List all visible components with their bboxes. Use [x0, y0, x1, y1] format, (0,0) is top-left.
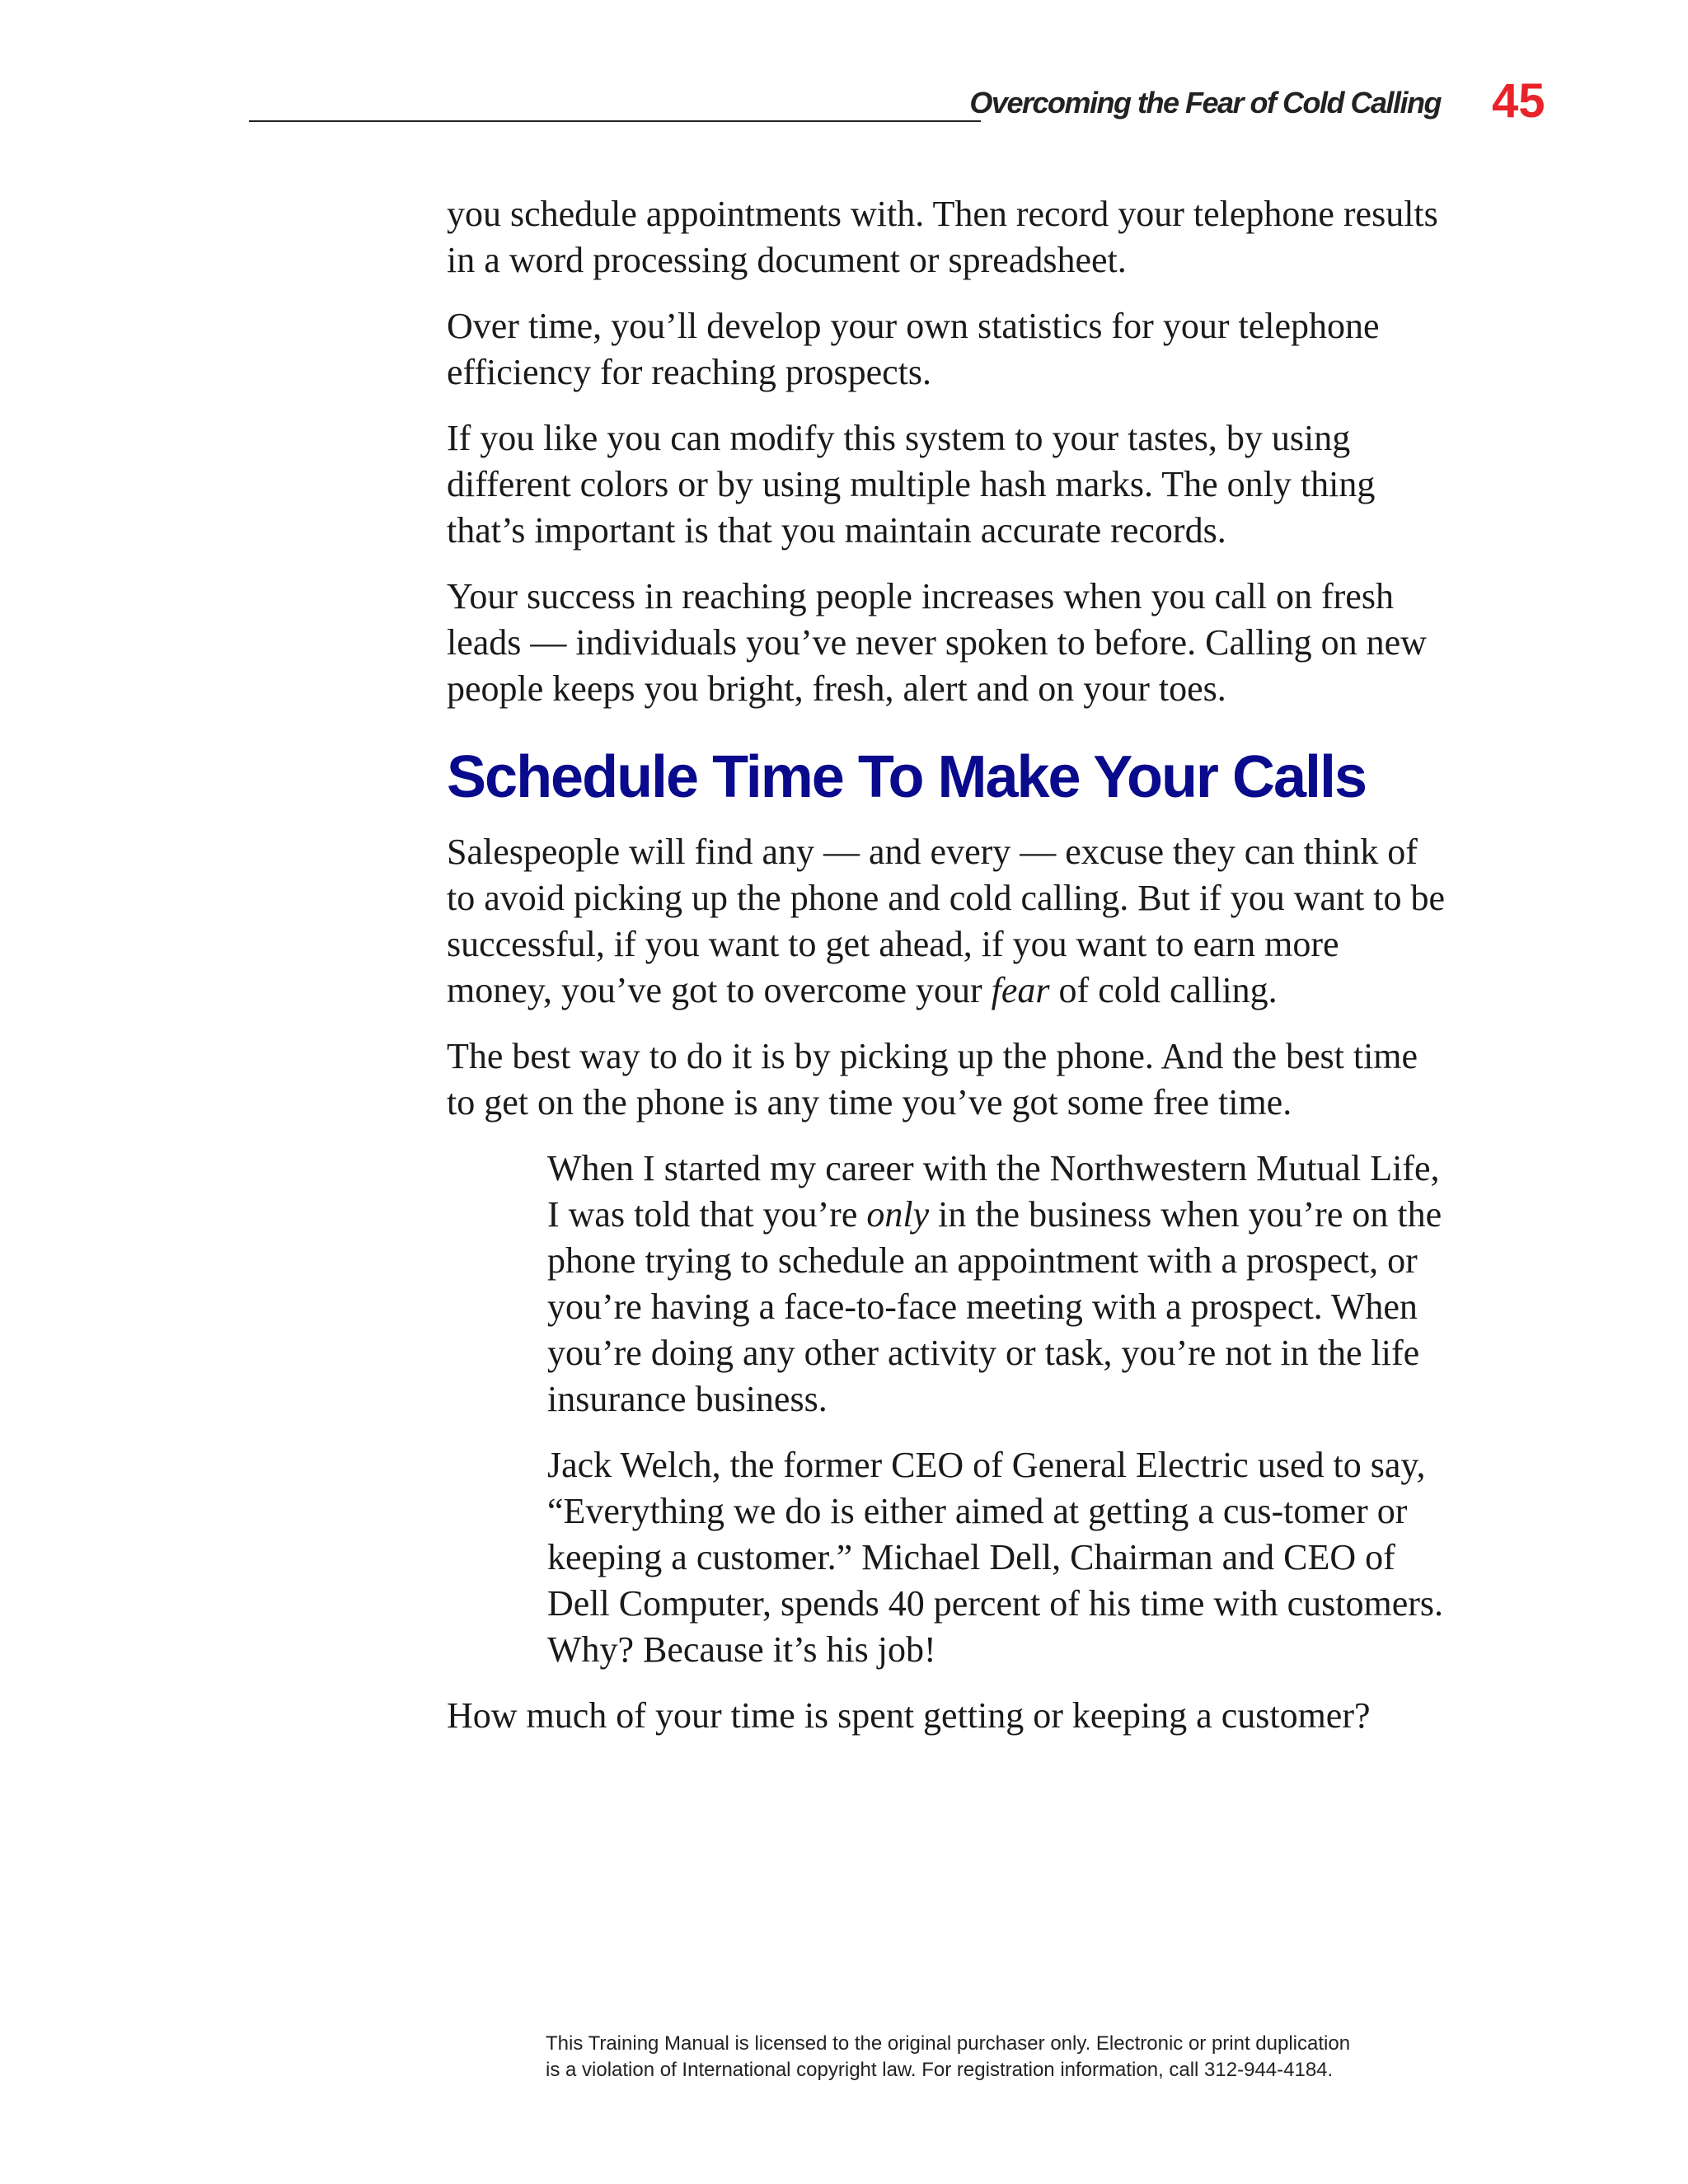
- paragraph-5-text-b: of cold calling.: [1049, 970, 1278, 1010]
- indented-paragraph-1-text-b: in the business when you’re on the phone trying to schedule an appointment with a prospect, or you’re having a face-to-face meeting with a prospect. When you’re doing any other activity or task, you’re not in the life insurance business.: [547, 1194, 1442, 1419]
- paragraph-7: How much of your time is spent getting or keeping a customer?: [447, 1695, 1371, 1736]
- paragraph-5-text-a: Salespeople will find any — and every — excuse they can think of to avoid picking up the phone and cold calling. But if you want to be successful, if you want to get ahead, if you want to earn more money, you’ve got to overcome your: [447, 832, 1445, 1010]
- paragraph-1: you schedule appointments with. Then record your telephone results in a word processing document or spreadsheet.: [447, 194, 1438, 280]
- indented-paragraph-1-text-a: When I started my career with the Northwestern Mutual Life, I was told that you’re: [547, 1148, 1440, 1235]
- paragraph-6: The best way to do it is by picking up the phone. And the best time to get on the phone is any time you’ve got some free time.: [447, 1036, 1418, 1122]
- copyright-footer: [546, 2031, 1452, 2083]
- paragraph-5: [447, 829, 1452, 1014]
- paragraph-2: Over time, you’ll develop your own statistics for your telephone efficiency for reaching prospects.: [447, 306, 1380, 392]
- page-body: [447, 191, 1452, 1759]
- section-heading: Schedule Time To Make Your Calls: [447, 744, 1367, 810]
- emphasis-only: only: [866, 1194, 930, 1235]
- paragraph-4: Your success in reaching people increases when you call on fresh leads — individuals you’ve never spoken to before. Calling on new people keeps you bright, fresh, alert and on your toes.: [447, 576, 1427, 709]
- footer-line-2: is a violation of International copyright law. For registration information, call 312-944-4184.: [546, 2059, 1334, 2081]
- indented-paragraph-2: Jack Welch, the former CEO of General Electric used to say, “Everything we do is either aimed at getting a cus-tomer or keeping a customer.” Michael Dell, Chairman and CEO of Dell Computer, spends 40 percent of his time with customers. Why? Because it’s his job!: [547, 1445, 1444, 1670]
- indented-paragraph-1: [547, 1146, 1452, 1422]
- footer-line-1: This Training Manual is licensed to the original purchaser only. Electronic or print duplication: [546, 2032, 1351, 2055]
- page-number: 45: [1492, 74, 1545, 128]
- emphasis-fear: fear: [991, 970, 1050, 1010]
- paragraph-3: If you like you can modify this system to your tastes, by using different colors or by using multiple hash marks. The only thing that’s important is that you maintain accurate records.: [447, 418, 1376, 551]
- running-head-title: Overcoming the Fear of Cold Calling: [969, 86, 1441, 120]
